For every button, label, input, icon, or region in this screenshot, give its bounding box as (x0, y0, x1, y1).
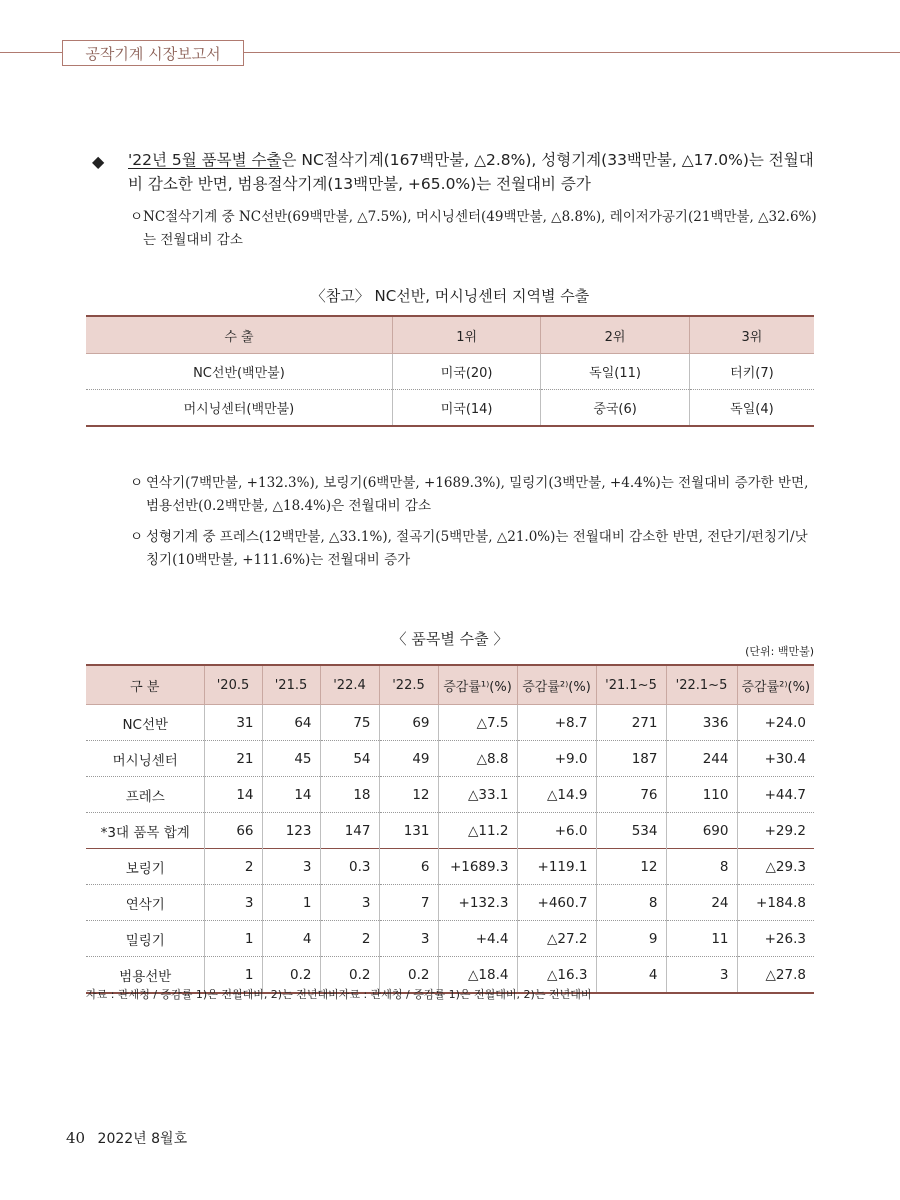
page-number: 40 (66, 1129, 86, 1147)
table-cell: 49 (379, 741, 438, 777)
table-cell: △16.3 (517, 957, 596, 994)
table-row (86, 813, 814, 849)
column-header: 증감률¹⁾(%) (438, 665, 517, 705)
table-cell: 131 (379, 813, 438, 849)
table-cell: 14 (204, 777, 262, 813)
table-cell: +29.2 (737, 813, 814, 849)
sub-bullet-3: ㅇ 성형기계 중 프레스(12백만불, △33.1%), 절곡기(5백만불, △21.0%)는 전월대비 감소한 반면, 전단기/펀칭기/낫칭기(10백만불, +111.6%)는 전월대비 증가 (130, 526, 820, 572)
table-cell: 69 (379, 705, 438, 741)
table-cell: +132.3 (438, 885, 517, 921)
unit-label: (단위: 백만불) (745, 645, 814, 658)
item-table (86, 664, 814, 994)
table-cell: △27.2 (517, 921, 596, 957)
table-cell: 244 (666, 741, 737, 777)
table-cell: 터키(7) (689, 354, 814, 390)
table-cell: 9 (596, 921, 666, 957)
table-cell: 0.2 (379, 957, 438, 994)
row-label: 연삭기 (125, 896, 165, 913)
table-cell: +184.8 (737, 885, 814, 921)
diamond-bullet-icon: ◆ (92, 152, 105, 171)
column-header: '22.5 (379, 665, 438, 705)
table-cell: 21 (204, 741, 262, 777)
source-note: 자료 : 관세청 / 증감률 1)은 전월대비, 2)는 전년대비자료 : 관세청 / 증감률 1)은 전월대비, 2)는 전년대비 (86, 988, 592, 1001)
row-label: NC선반(백만불) (193, 366, 285, 381)
table-row (86, 921, 814, 957)
sub-bullet-1: ㅇ NC절삭기계 중 NC선반(69백만불, △7.5%), 머시닝센터(49백만불, △8.8%), 레이저가공기(21백만불, △32.6%)는 전월대비 감소 (130, 206, 820, 252)
table-cell: 미국(14) (392, 390, 540, 427)
ref-table-caption: 〈참고〉 NC선반, 머시닝센터 지역별 수출 (310, 287, 590, 305)
table-cell: +26.3 (737, 921, 814, 957)
row-label: NC선반 (122, 716, 169, 733)
table-cell: 75 (320, 705, 379, 741)
table-cell: 18 (320, 777, 379, 813)
table-cell: 미국(20) (392, 354, 540, 390)
column-header: '21.1~5 (596, 665, 666, 705)
table-cell: 271 (596, 705, 666, 741)
row-label: 머시닝센터 (112, 752, 178, 769)
table-cell: +8.7 (517, 705, 596, 741)
table-cell: +4.4 (438, 921, 517, 957)
table-cell: 11 (666, 921, 737, 957)
circle-bullet-icon: ㅇ (130, 209, 144, 225)
table-cell: 12 (379, 777, 438, 813)
table-cell: 66 (204, 813, 262, 849)
table-cell: 7 (379, 885, 438, 921)
table-cell: 31 (204, 705, 262, 741)
table-cell: 147 (320, 813, 379, 849)
table-cell: 0.3 (320, 849, 379, 885)
table-cell: 14 (262, 777, 320, 813)
column-header: 증감률²⁾(%) (517, 665, 596, 705)
table-cell: △7.5 (438, 705, 517, 741)
table-row (86, 354, 814, 390)
table-cell: 3 (320, 885, 379, 921)
circle-bullet-icon: ㅇ (130, 529, 144, 545)
table-row (86, 885, 814, 921)
table-cell: +44.7 (737, 777, 814, 813)
column-header: 구 분 (86, 665, 204, 705)
table-cell: 1 (262, 885, 320, 921)
bullet-lead: '22년 5월 품목별 수출 (128, 151, 282, 169)
table-cell: 336 (666, 705, 737, 741)
header-title: 공작기계 시장보고서 (62, 40, 244, 66)
table-cell: 3 (666, 957, 737, 994)
table-cell: △11.2 (438, 813, 517, 849)
table-row (86, 741, 814, 777)
row-label: *3대 품목 합계 (100, 824, 190, 841)
table-cell: +30.4 (737, 741, 814, 777)
row-label: 범용선반 (119, 968, 172, 985)
column-header: 수 출 (86, 316, 392, 354)
table-cell: 8 (596, 885, 666, 921)
table-cell: 1 (204, 921, 262, 957)
column-header: 3위 (689, 316, 814, 354)
table-cell: △18.4 (438, 957, 517, 994)
table-cell: 2 (204, 849, 262, 885)
table-cell: 76 (596, 777, 666, 813)
row-label: 보링기 (125, 860, 165, 877)
ref-table (86, 315, 814, 427)
table-cell: 0.2 (262, 957, 320, 994)
table-cell: 3 (262, 849, 320, 885)
table-cell: 독일(11) (541, 354, 689, 390)
table-cell: 110 (666, 777, 737, 813)
column-header: '20.5 (204, 665, 262, 705)
table-cell: 12 (596, 849, 666, 885)
table-cell: 중국(6) (541, 390, 689, 427)
column-header: '21.5 (262, 665, 320, 705)
column-header: '22.4 (320, 665, 379, 705)
column-header: 1위 (392, 316, 540, 354)
table-cell: 4 (596, 957, 666, 994)
item-table-caption: 〈 품목별 수출 〉 (391, 630, 509, 648)
table-cell: 1 (204, 957, 262, 994)
table-cell: 3 (204, 885, 262, 921)
table-cell: 8 (666, 849, 737, 885)
table-cell: △29.3 (737, 849, 814, 885)
bullet-body: 은 NC절삭기계(167백만불, △2.8%), 성형기계(33백만불, △17.0%)는 전월대비 감소한 반면, 범용절삭기계(13백만불, +65.0%)는 전월대비 증가 (128, 151, 814, 193)
table-cell: 123 (262, 813, 320, 849)
table-cell: 187 (596, 741, 666, 777)
row-label: 밀링기 (125, 932, 165, 949)
table-cell: 3 (379, 921, 438, 957)
table-cell: 64 (262, 705, 320, 741)
table-cell: 534 (596, 813, 666, 849)
column-header: 증감률²⁾(%) (737, 665, 814, 705)
table-cell: △33.1 (438, 777, 517, 813)
table-cell: +6.0 (517, 813, 596, 849)
table-cell: 6 (379, 849, 438, 885)
issue-label: 2022년 8월호 (97, 1131, 188, 1147)
table-cell: 690 (666, 813, 737, 849)
table-cell: +24.0 (737, 705, 814, 741)
circle-bullet-icon: ㅇ (130, 475, 144, 491)
table-cell: +9.0 (517, 741, 596, 777)
table-cell: 45 (262, 741, 320, 777)
table-cell: +460.7 (517, 885, 596, 921)
sub-bullet-2: ㅇ 연삭기(7백만불, +132.3%), 보링기(6백만불, +1689.3%), 밀링기(3백만불, +4.4%)는 전월대비 증가한 반면, 범용선반(0.2백만불, △18.4%)은 전월대비 감소 (130, 472, 820, 518)
table-cell: +1689.3 (438, 849, 517, 885)
table-cell: △27.8 (737, 957, 814, 994)
column-header: '22.1~5 (666, 665, 737, 705)
page-footer (66, 1128, 187, 1148)
table-cell: 54 (320, 741, 379, 777)
column-header: 2위 (541, 316, 689, 354)
table-row (86, 390, 814, 427)
table-row (86, 777, 814, 813)
table-row (86, 849, 814, 885)
main-bullet (92, 148, 822, 196)
table-cell: 0.2 (320, 957, 379, 994)
table-cell: 24 (666, 885, 737, 921)
table-cell: △14.9 (517, 777, 596, 813)
table-cell: +119.1 (517, 849, 596, 885)
table-cell: 2 (320, 921, 379, 957)
table-cell: △8.8 (438, 741, 517, 777)
table-cell: 4 (262, 921, 320, 957)
row-label: 프레스 (125, 788, 165, 805)
table-cell: 독일(4) (689, 390, 814, 427)
row-label: 머시닝센터(백만불) (183, 402, 295, 417)
table-row (86, 705, 814, 741)
